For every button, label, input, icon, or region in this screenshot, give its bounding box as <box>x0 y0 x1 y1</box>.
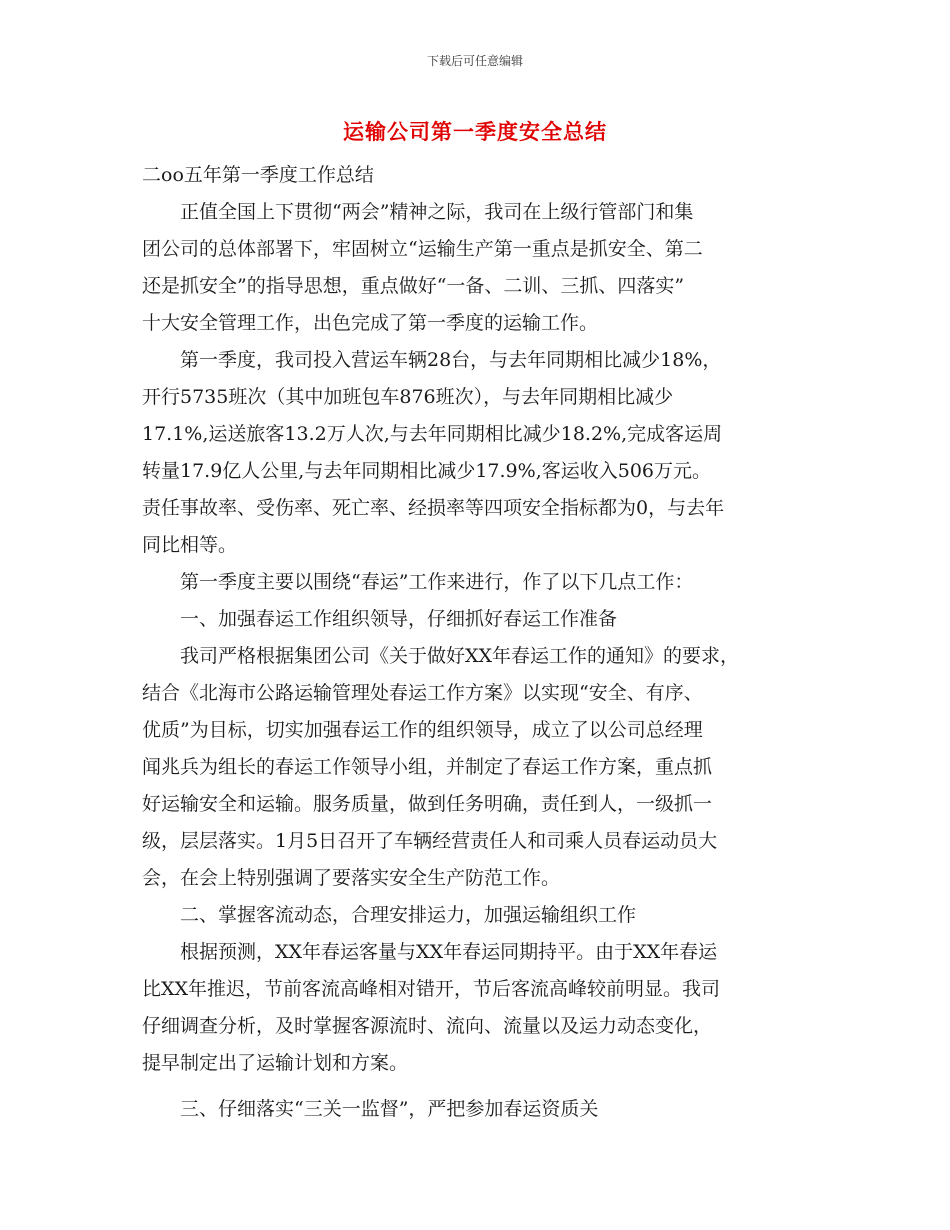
text-line: 三、仔细落实“三关一监督”，严把参加春运资质关 <box>142 1098 599 1120</box>
text-line: 团公司的总体部署下，牢固树立“运输生产第一重点是抓安全、第二 <box>142 238 703 260</box>
text-line: 会，在会上特别强调了要落实安全生产防范工作。 <box>142 867 561 889</box>
text-line: 二oo五年第一季度工作总结 <box>142 164 374 186</box>
page-header: 下载后可任意编辑 <box>426 54 523 68</box>
text-line: 二、掌握客流动态，合理安排运力，加强运输组织工作 <box>142 904 637 926</box>
text-line: 好运输安全和运输。服务质量，做到任务明确，责任到人，一级抓一 <box>142 793 713 815</box>
text-line: 开行5735班次（其中加班包车876班次），与去年同期相比减少 <box>142 386 674 408</box>
text-line: 我司严格根据集团公司《关于做好XX年春运工作的通知》的要求， <box>142 645 740 667</box>
text-line: 优质”为目标，切实加强春运工作的组织领导，成立了以公司总经理 <box>142 719 703 741</box>
text-line: 级，层层落实。1月5日召开了车辆经营责任人和司乘人员春运动员大 <box>142 830 718 852</box>
paragraph-gap <box>142 1082 822 1091</box>
text-line: 第一季度主要以围绕“春运”工作来进行，作了以下几点工作： <box>142 571 694 593</box>
text-line: 一、加强春运工作组织领导，仔细抓好春运工作准备 <box>142 608 618 630</box>
text-line: 十大安全管理工作，出色完成了第一季度的运输工作。 <box>142 312 599 334</box>
document-title: 运输公司第一季度安全总结 <box>343 120 607 144</box>
text-line: 转量17.9亿人公里,与去年同期相比减少17.9%,客运收入506万元。 <box>142 460 712 482</box>
text-line: 同比相等。 <box>142 534 238 556</box>
text-line: 提早制定出了运输计划和方案。 <box>142 1052 409 1074</box>
text-line: 比XX年推迟，节前客流高峰相对错开，节后客流高峰较前明显。我司 <box>142 978 721 1000</box>
text-line: 仔细调查分析，及时掌握客源流时、流向、流量以及运力动态变化， <box>142 1015 713 1037</box>
text-line: 17.1%,运送旅客13.2万人次,与去年同期相比减少18.2%,完成客运周 <box>142 423 723 445</box>
document-body <box>142 157 822 1128</box>
text-line: 根据预测，XX年春运客量与XX年春运同期持平。由于XX年春运 <box>142 941 718 963</box>
text-line: 正值全国上下贯彻“两会”精神之际，我司在上级行管部门和集 <box>142 201 694 223</box>
text-line: 责任事故率、受伤率、死亡率、经损率等四项安全指标都为0，与去年 <box>142 497 725 519</box>
text-line: 闻兆兵为组长的春运工作领导小组，并制定了春运工作方案，重点抓 <box>142 756 713 778</box>
text-line: 结合《北海市公路运输管理处春运工作方案》以实现“安全、有序、 <box>142 682 703 704</box>
text-line: 第一季度，我司投入营运车辆28台，与去年同期相比减少18%， <box>142 349 722 371</box>
text-line: 还是抓安全”的指导思想，重点做好“一备、二训、三抓、四落实” <box>142 275 685 297</box>
